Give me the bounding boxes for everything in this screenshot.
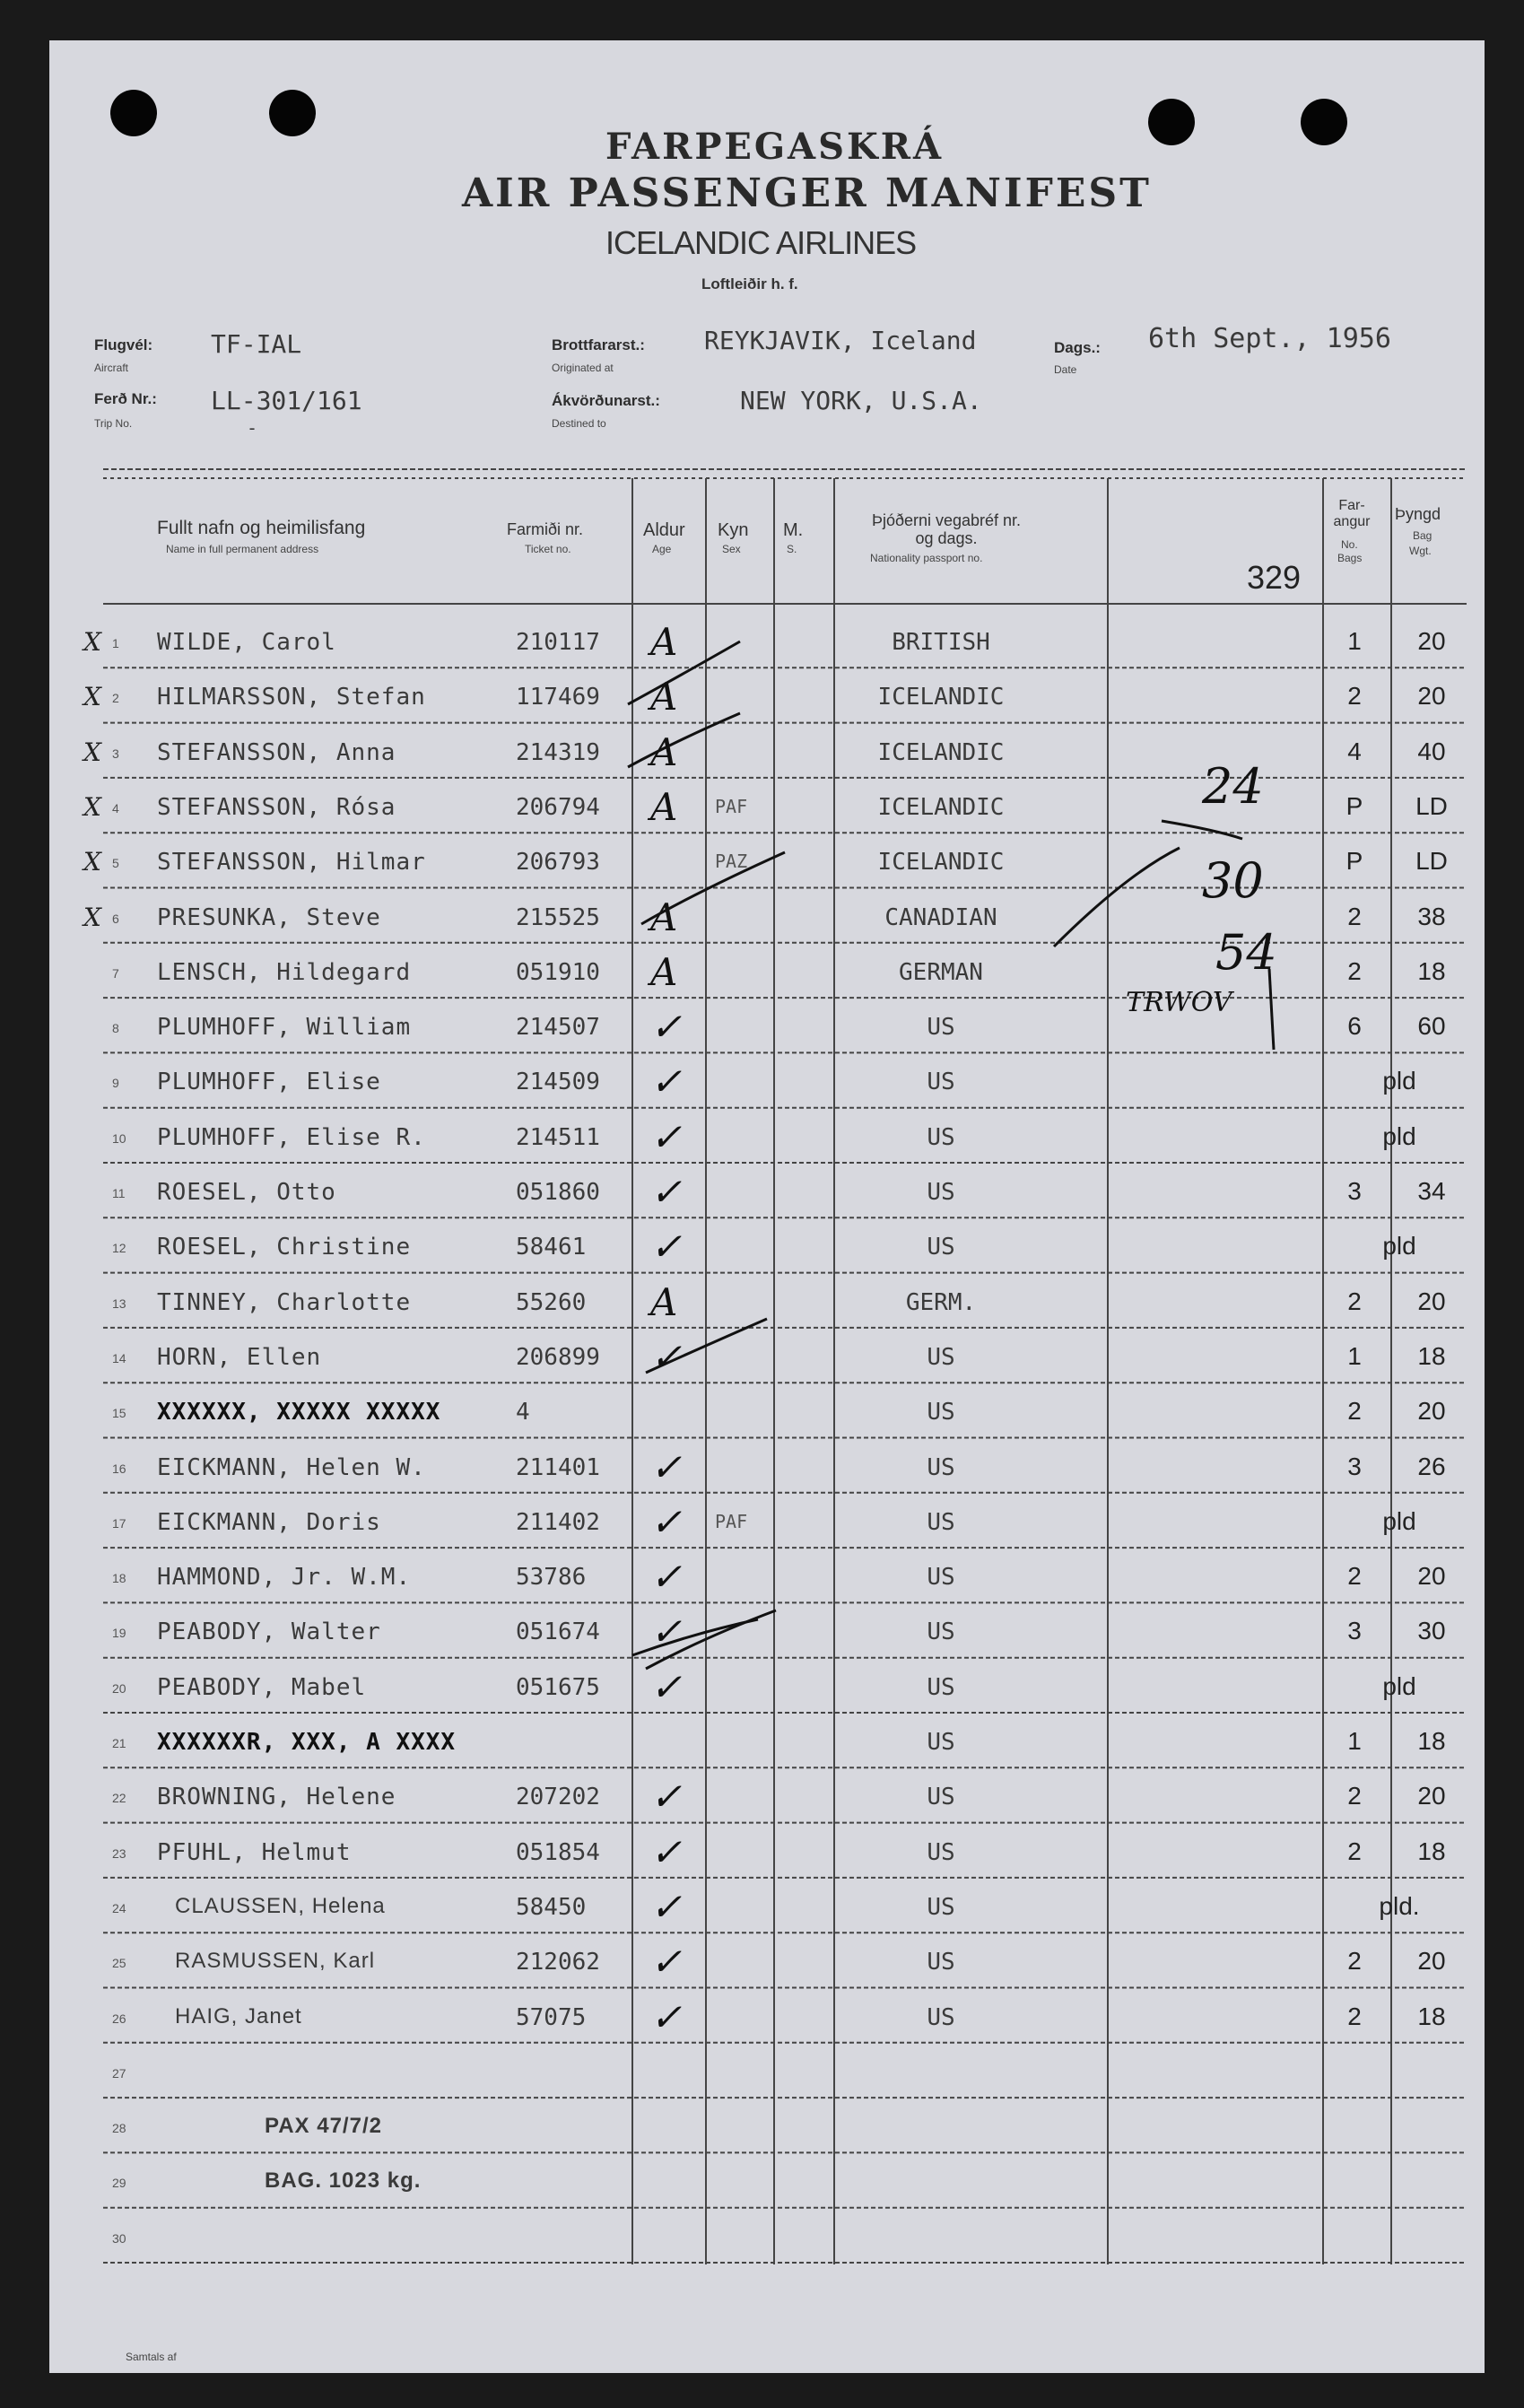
passenger-name: PLUMHOFF, Elise [157, 1069, 381, 1096]
ticket-number: 211401 [516, 1453, 600, 1481]
destination-label-en: Destined to [552, 417, 606, 430]
ticket-number: 206794 [516, 793, 600, 821]
col-weight: Þyngd [1395, 505, 1441, 523]
row-number: 27 [112, 2065, 126, 2081]
trip-label-en: Trip No. [94, 417, 133, 430]
table-row [49, 1219, 1485, 1274]
ticket-number: 051860 [516, 1179, 600, 1206]
bag-count: 1 [1347, 627, 1362, 655]
passenger-name: WILDE, Carol [157, 629, 336, 656]
table-row [49, 834, 1485, 889]
col-weight-en: Wgt. [1409, 545, 1432, 557]
col-ticket: Farmiði nr. [507, 520, 584, 538]
manifest-sheet [49, 40, 1485, 2373]
table-row [49, 1110, 1485, 1165]
passenger-name: PEABODY, Walter [157, 1618, 381, 1646]
bag-weight: LD [1415, 847, 1448, 876]
page-number: 329 [1247, 559, 1302, 596]
origin-label: Brottfararst.: [552, 336, 645, 353]
pooled-baggage: pld [1382, 1067, 1416, 1095]
table-row [49, 2154, 1485, 2209]
passenger-name: HORN, Ellen [157, 1343, 322, 1371]
ticket-number: 57075 [516, 2003, 587, 2031]
sex-code: PAF [715, 795, 748, 817]
origin-value: REYKJAVIK, Iceland [704, 326, 977, 355]
ticket-number: 051854 [516, 1838, 600, 1866]
destination-label: Ákvörðunarst.: [552, 392, 660, 409]
ticket-number: 214509 [516, 1069, 600, 1096]
age-check: ✓ [650, 1610, 683, 1654]
table-row [49, 945, 1485, 999]
table-row [49, 725, 1485, 780]
row-number: 10 [112, 1130, 126, 1146]
table-row [49, 1384, 1485, 1439]
handwritten-note-trwov: TRWOV [1126, 987, 1232, 1018]
passenger-name: LENSCH, Hildegard [157, 958, 412, 986]
passenger-name: BROWNING, Helene [157, 1784, 396, 1811]
passenger-name: TINNEY, Charlotte [157, 1288, 412, 1316]
bag-weight: LD [1415, 791, 1448, 820]
row-number: 14 [112, 1350, 126, 1365]
age-check: ✓ [650, 1114, 683, 1159]
table-row [49, 2045, 1485, 2099]
bag-weight: 18 [1417, 956, 1446, 985]
passenger-name: BAG. 1023 kg. [265, 2168, 422, 2194]
bag-weight: 20 [1417, 1397, 1446, 1426]
ticket-number: 215525 [516, 903, 600, 931]
row-number: 18 [112, 1571, 126, 1586]
col-name-en: Name in full permanent address [166, 543, 319, 555]
ticket-number: 051910 [516, 958, 600, 986]
row-number: 24 [112, 1900, 126, 1915]
passenger-name: RASMUSSEN, Karl [175, 1949, 376, 1974]
age-check: A [650, 784, 678, 829]
title-english: AIR PASSENGER MANIFEST [462, 170, 1152, 216]
row-number: 25 [112, 1956, 126, 1971]
row-number: 20 [112, 1680, 126, 1696]
sex-code: PAF [715, 1510, 748, 1532]
age-check: ✓ [650, 1994, 683, 2039]
age-check: ✓ [650, 1225, 683, 1269]
nationality: GERMAN [899, 958, 983, 986]
col-age: Aldur [643, 520, 685, 540]
row-mark: X [83, 847, 101, 877]
age-check: ✓ [650, 1829, 683, 1874]
nationality: US [927, 1838, 955, 1866]
passenger-name: ROESEL, Christine [157, 1234, 412, 1261]
table-row [49, 1660, 1485, 1714]
age-check: ✓ [650, 1664, 683, 1709]
age-check: A [650, 620, 678, 664]
nationality: US [927, 1949, 955, 1976]
row-number: 4 [112, 800, 119, 816]
nationality: ICELANDIC [877, 684, 1005, 711]
bag-count: 2 [1347, 682, 1362, 711]
pooled-baggage: pld [1382, 1232, 1416, 1261]
nationality: ICELANDIC [877, 793, 1005, 821]
bag-count: 2 [1347, 956, 1362, 985]
bag-count: P [1345, 791, 1363, 820]
row-mark: X [83, 737, 101, 767]
ticket-number: 58461 [516, 1234, 587, 1261]
row-number: 3 [112, 746, 119, 761]
airline-icelandic: Loftleiðir h. f. [701, 275, 798, 292]
row-number: 29 [112, 2176, 126, 2191]
age-check: ✓ [650, 1005, 683, 1050]
row-number: 21 [112, 1736, 126, 1750]
table-row [49, 1495, 1485, 1549]
bag-count: 6 [1347, 1012, 1362, 1041]
ticket-number: 210117 [516, 629, 600, 656]
bag-weight: 20 [1417, 1782, 1446, 1810]
bag-count: 2 [1347, 1562, 1362, 1591]
pooled-baggage: pld [1382, 1121, 1416, 1150]
table-row [49, 780, 1485, 834]
nationality: US [927, 1123, 955, 1151]
handwritten-note-30: 30 [1202, 852, 1264, 909]
nationality: US [927, 1893, 955, 1921]
bag-count: 1 [1347, 1341, 1362, 1370]
bag-weight: 20 [1417, 1562, 1446, 1591]
nationality: ICELANDIC [877, 738, 1005, 766]
bag-weight: 20 [1417, 627, 1446, 655]
bag-count: 3 [1347, 1617, 1362, 1645]
row-mark: X [83, 902, 101, 932]
ticket-number: 206899 [516, 1343, 600, 1371]
aircraft-value: TF-IAL [211, 329, 302, 359]
row-number: 8 [112, 1021, 119, 1036]
age-check: ✓ [650, 1555, 683, 1600]
table-row [49, 1165, 1485, 1219]
bag-count: 2 [1347, 1397, 1362, 1426]
row-number: 1 [112, 636, 119, 650]
col-ms-en: S. [787, 543, 797, 555]
bag-weight: 20 [1417, 1947, 1446, 1976]
aircraft-label: Flugvél: [94, 336, 153, 353]
row-number: 17 [112, 1515, 126, 1531]
passenger-name: STEFANSSON, Hilmar [157, 849, 426, 877]
nationality: US [927, 1453, 955, 1481]
bag-count: 1 [1347, 1727, 1362, 1755]
age-check: ✓ [650, 1060, 683, 1104]
passenger-name: PFUHL, Helmut [157, 1838, 352, 1866]
ticket-number: 4 [516, 1399, 530, 1426]
table-row [49, 1769, 1485, 1824]
row-number: 7 [112, 965, 119, 981]
nationality: CANADIAN [884, 903, 997, 931]
col-bags-en: Bags [1337, 552, 1363, 564]
bag-weight: 26 [1417, 1452, 1446, 1480]
row-number: 26 [112, 2011, 126, 2026]
col-nationality-en: Nationality passport no. [870, 552, 983, 564]
nationality: US [927, 1343, 955, 1371]
row-number: 28 [112, 2121, 126, 2136]
nationality: US [927, 1784, 955, 1811]
trip-sub: - [247, 417, 258, 439]
col-nationality: Þjóðerni vegabréf nr. og dags. [871, 511, 1022, 547]
ticket-number: 53786 [516, 1564, 587, 1592]
trip-label: Ferð Nr.: [94, 390, 157, 407]
age-check: ✓ [650, 1884, 683, 1929]
passenger-name: PRESUNKA, Steve [157, 903, 381, 931]
col-bags: Far-angur [1333, 498, 1371, 529]
row-number: 19 [112, 1626, 126, 1641]
passenger-name: EICKMANN, Helen W. [157, 1453, 426, 1481]
passenger-name: PAX 47/7/2 [265, 2114, 382, 2139]
handwritten-note-54: 54 [1215, 924, 1277, 981]
row-number: 9 [112, 1076, 119, 1091]
ticket-number: 212062 [516, 1949, 600, 1976]
row-number: 11 [112, 1186, 126, 1200]
ticket-number: 051674 [516, 1618, 600, 1646]
table-row [49, 1054, 1485, 1109]
passenger-name: CLAUSSEN, Helena [175, 1893, 386, 1918]
row-number: 15 [112, 1406, 126, 1421]
ticket-number: 117469 [516, 684, 600, 711]
table-row [49, 1714, 1485, 1769]
row-number: 23 [112, 1845, 126, 1861]
age-check: ✓ [650, 1334, 683, 1379]
row-number: 22 [112, 1791, 126, 1806]
bag-count: 2 [1347, 1782, 1362, 1810]
table-row [49, 1934, 1485, 1989]
nationality: US [927, 1673, 955, 1701]
table-row [49, 890, 1485, 945]
sex-code: PAZ [715, 851, 748, 873]
destination-value: NEW YORK, U.S.A. [740, 386, 982, 415]
nationality: US [927, 2003, 955, 2031]
airline-name: ICELANDIC AIRLINES [605, 224, 917, 261]
bag-weight: 30 [1417, 1617, 1446, 1645]
passenger-name: STEFANSSON, Anna [157, 738, 396, 766]
date-value: 6th Sept., 1956 [1148, 323, 1391, 354]
table-row [49, 1825, 1485, 1880]
nationality: BRITISH [892, 629, 990, 656]
pooled-baggage: pld [1382, 1671, 1416, 1700]
age-check: ✓ [650, 1499, 683, 1544]
age-check: ✓ [650, 1940, 683, 1985]
bag-weight: 18 [1417, 1837, 1446, 1865]
ticket-number: 58450 [516, 1893, 587, 1921]
bag-weight: 34 [1417, 1177, 1446, 1205]
bag-weight: 18 [1417, 1341, 1446, 1370]
ticket-number: 214507 [516, 1014, 600, 1042]
ticket-number: 051675 [516, 1673, 600, 1701]
table-row [49, 2210, 1485, 2264]
passenger-name: HILMARSSON, Stefan [157, 684, 426, 711]
nationality: US [927, 1069, 955, 1096]
bag-count: 4 [1347, 737, 1362, 765]
col-ticket-en: Ticket no. [525, 543, 571, 555]
bag-weight: 18 [1417, 2002, 1446, 2030]
bag-count: 2 [1347, 902, 1362, 930]
row-mark: X [83, 791, 101, 822]
passenger-name: PEABODY, Mabel [157, 1673, 367, 1701]
table-row [49, 1275, 1485, 1330]
passenger-name: PLUMHOFF, Elise R. [157, 1123, 426, 1151]
table-row [49, 1880, 1485, 1934]
nationality: US [927, 1564, 955, 1592]
passenger-name: HAMMOND, Jr. W.M. [157, 1564, 412, 1592]
table-row [49, 2099, 1485, 2154]
col-name: Fullt nafn og heimilisfang [157, 518, 366, 538]
ticket-number: 206793 [516, 849, 600, 877]
row-mark: X [83, 627, 101, 657]
row-number: 6 [112, 911, 119, 926]
age-check: ✓ [650, 1170, 683, 1214]
ticket-number: 214511 [516, 1123, 600, 1151]
col-sex-en: Sex [722, 543, 741, 555]
nationality: GERM. [905, 1288, 977, 1316]
passenger-name: EICKMANN, Doris [157, 1508, 381, 1536]
col-age-en: Age [652, 543, 672, 555]
date-label: Dags.: [1054, 339, 1101, 356]
passenger-name: PLUMHOFF, William [157, 1014, 412, 1042]
row-number: 12 [112, 1241, 126, 1256]
age-check: A [650, 675, 678, 720]
col-bags-sub: No. [1341, 538, 1358, 551]
row-number: 13 [112, 1296, 126, 1311]
date-label-en: Date [1054, 363, 1077, 376]
bag-weight: 38 [1417, 902, 1446, 930]
ticket-number: 207202 [516, 1784, 600, 1811]
nationality: US [927, 1234, 955, 1261]
table-row [49, 1440, 1485, 1495]
row-number: 2 [112, 691, 119, 706]
trip-value: LL-301/161 [211, 386, 362, 415]
origin-label-en: Originated at [552, 362, 614, 374]
table-row [49, 1549, 1485, 1604]
passenger-name: XXXXXX, XXXXX XXXXX [157, 1399, 441, 1426]
table-row [49, 999, 1485, 1054]
bag-count: 3 [1347, 1452, 1362, 1480]
bag-count: 2 [1347, 1947, 1362, 1976]
row-number: 5 [112, 856, 119, 871]
bag-count: 2 [1347, 1287, 1362, 1315]
passenger-name: ROESEL, Otto [157, 1179, 336, 1206]
age-check: A [650, 949, 678, 994]
bag-count: 3 [1347, 1177, 1362, 1205]
footer-text: Samtals af [126, 2351, 177, 2363]
age-check: A [650, 894, 678, 939]
bag-weight: 60 [1417, 1012, 1446, 1041]
table-row [49, 669, 1485, 724]
row-number: 30 [112, 2230, 126, 2246]
nationality: US [927, 1399, 955, 1426]
bag-weight: 18 [1417, 1727, 1446, 1755]
bag-weight: 20 [1417, 1287, 1446, 1315]
passenger-name: XXXXXXR, XXX, A XXXX [157, 1729, 457, 1756]
table-row [49, 1990, 1485, 2045]
pooled-baggage: pld [1382, 1506, 1416, 1535]
bag-count: 2 [1347, 2002, 1362, 2030]
bag-count: 2 [1347, 1837, 1362, 1865]
nationality: US [927, 1179, 955, 1206]
bag-weight: 20 [1417, 682, 1446, 711]
nationality: US [927, 1618, 955, 1646]
table-row [49, 1330, 1485, 1384]
pooled-baggage: pld. [1379, 1891, 1420, 1920]
col-ms: M. [783, 520, 804, 540]
handwritten-note-24: 24 [1202, 758, 1264, 815]
col-sex: Kyn [718, 520, 749, 540]
col-weight-sub: Bag [1413, 529, 1433, 542]
row-mark: X [83, 682, 101, 712]
age-check: A [650, 729, 678, 774]
passenger-name: STEFANSSON, Rósa [157, 793, 396, 821]
title-icelandic: FARPEGASKRÁ [605, 126, 945, 168]
age-check: ✓ [650, 1444, 683, 1489]
nationality: US [927, 1729, 955, 1756]
aircraft-label-en: Aircraft [94, 362, 129, 374]
bag-count: P [1345, 847, 1363, 876]
nationality: US [927, 1014, 955, 1042]
row-number: 16 [112, 1461, 126, 1476]
ticket-number: 55260 [516, 1288, 587, 1316]
nationality: ICELANDIC [877, 849, 1005, 877]
ticket-number: 211402 [516, 1508, 600, 1536]
table-row [49, 1604, 1485, 1659]
passenger-name: HAIG, Janet [175, 2003, 302, 2028]
ticket-number: 214319 [516, 738, 600, 766]
table-row [49, 615, 1485, 669]
bag-weight: 40 [1417, 737, 1446, 765]
age-check: A [650, 1279, 678, 1324]
nationality: US [927, 1508, 955, 1536]
age-check: ✓ [650, 1775, 683, 1819]
